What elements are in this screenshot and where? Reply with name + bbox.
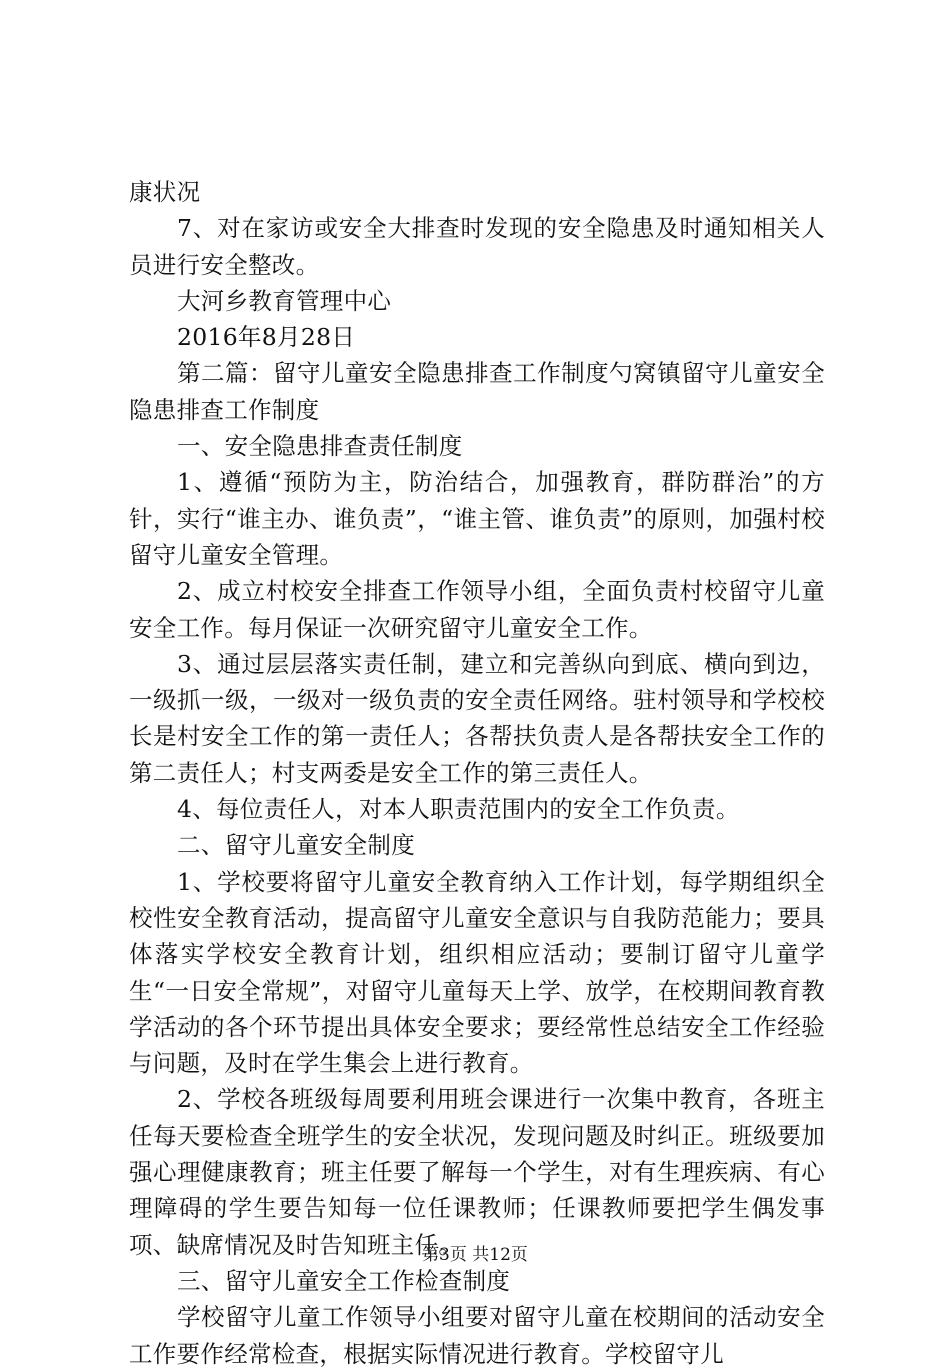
paragraph-date: 2016年8月28日 <box>177 323 356 352</box>
paragraph: 1、学校要将留守儿童安全教育纳入工作计划，每学期组织全校性安全教育活动，提高留守儿童安全意识与自我防范能力；要具体落实学校安全教育计划，组织相应活动；要制订留守儿童学生“一日安全常规”，对留守儿童每天上学、放学，在校期间教育教学活动的各个环节提出具体安全要求；要经常性总结安全工作经验与问题，及时在学生集会上进行教育。 <box>129 867 825 1078</box>
section-title: 第二篇：留守儿童安全隐患排查工作制度勺窝镇留守儿童安全隐患排查工作制度 <box>129 359 825 424</box>
document-body <box>129 174 825 1372</box>
paragraph-organization: 大河乡教育管理中心 <box>177 286 392 315</box>
paragraph: 学校留守儿童工作领导小组要对留守儿童在校期间的活动安全工作要作经常检查，根据实际情况进行教育。学校留守儿 <box>129 1303 825 1368</box>
paragraph: 4、每位责任人，对本人职责范围内的安全工作负责。 <box>177 795 740 824</box>
paragraph: 1、遵循“预防为主，防治结合，加强教育，群防群治”的方针，实行“谁主办、谁负责”，“谁主管、谁负责”的原则，加强村校留守儿童安全管理。 <box>129 468 825 569</box>
paragraph: 2、学校各班级每周要利用班会课进行一次集中教育，各班主任每天要检查全班学生的安全状况，发现问题及时纠正。班级要加强心理健康教育；班主任要了解每一个学生，对有生理疾病、有心理障碍的学生要告知每一位任课教师；任课教师要把学生偶发事项、缺席情况及时告知班主任。 <box>129 1085 825 1259</box>
paragraph: 2、成立村校安全排查工作领导小组，全面负责村校留守儿童安全工作。每月保证一次研究留守儿童安全工作。 <box>129 577 825 642</box>
paragraph: 康状况 <box>129 178 201 206</box>
paragraph: 7、对在家访或安全大排查时发现的安全隐患及时通知相关人员进行安全整改。 <box>129 214 825 279</box>
section-heading: 一、安全隐患排查责任制度 <box>177 432 463 461</box>
section-heading: 二、留守儿童安全制度 <box>177 831 415 860</box>
paragraph: 3、通过层层落实责任制，建立和完善纵向到底、横向到边，一级抓一级，一级对一级负责的安全责任网络。驻村领导和学校校长是村安全工作的第一责任人；各帮扶负责人是各帮扶安全工作的第二责任人；村支两委是安全工作的第三责任人。 <box>129 649 825 787</box>
page-number-footer: 第3页 共12页 <box>422 1245 528 1265</box>
section-heading: 三、留守儿童安全工作检查制度 <box>177 1266 511 1295</box>
